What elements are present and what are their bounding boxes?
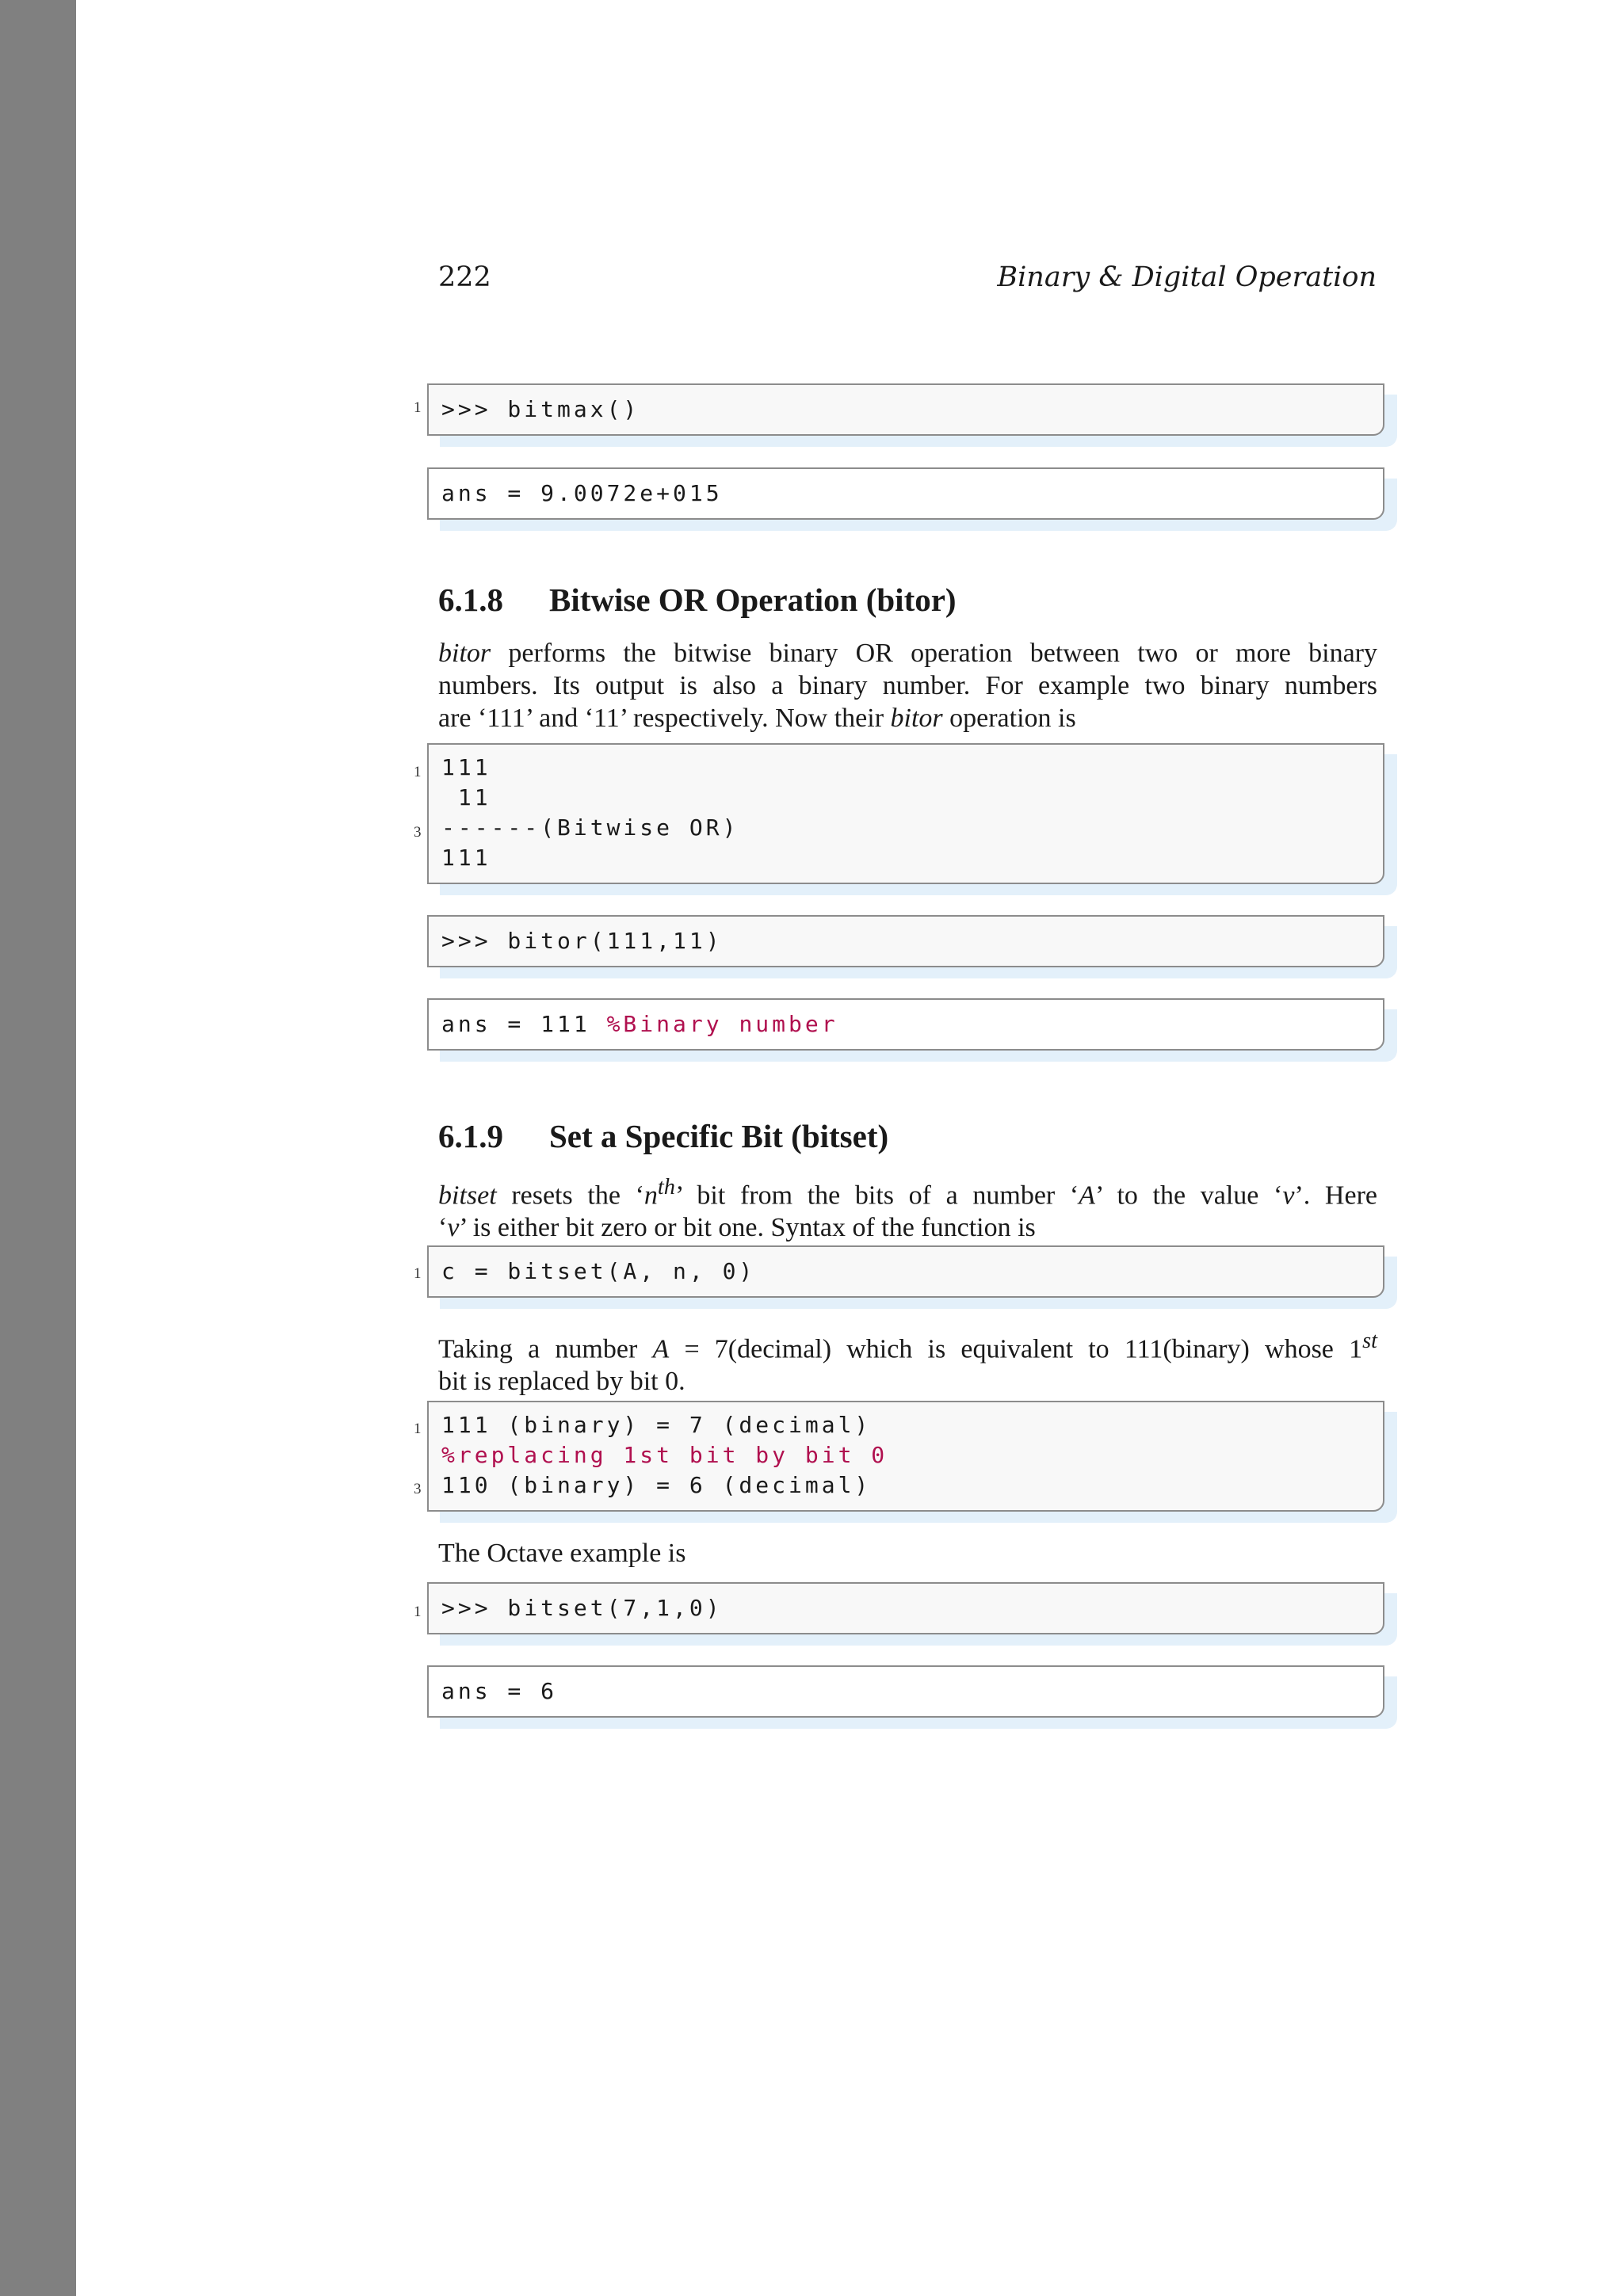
output-block-bitor [427, 998, 1384, 1051]
line-number: 1 [414, 1421, 422, 1437]
section-number: 6.1.8 [438, 582, 503, 618]
section-heading-6-1-8 [438, 581, 957, 619]
output-block-bitset [427, 1665, 1384, 1718]
text-run: Taking a number [438, 1334, 653, 1364]
line-number: 1 [414, 399, 422, 416]
code-line: 111 [441, 754, 491, 780]
text-run: = 7(decimal) which is equivalent to 111(binary) whose 1 [669, 1334, 1363, 1364]
paragraph-line [438, 637, 1377, 669]
code-block-bitset-syntax [427, 1245, 1384, 1298]
section-number: 6.1.9 [438, 1118, 503, 1154]
page-margin-bar [0, 0, 76, 2296]
line-number: 3 [414, 824, 422, 841]
math-var: v [1282, 1180, 1295, 1211]
line-number: 1 [414, 1604, 422, 1620]
code-line: ------(Bitwise OR) [441, 814, 739, 841]
output-block-bitmax [427, 467, 1384, 520]
italic-term: bitor [890, 704, 943, 733]
paragraph-line: bit is replaced by bit 0. [438, 1367, 685, 1397]
math-var: A [1079, 1180, 1095, 1211]
paragraph-taking [438, 1325, 1377, 1398]
line-number: 1 [414, 764, 422, 780]
code-block-bitset-listing [427, 1401, 1384, 1512]
code-line: ans = 9.0072e+015 [441, 480, 723, 506]
italic-term: bitset [438, 1180, 497, 1211]
text-run: performs the bitwise binary OR operation between two or more binary [491, 639, 1377, 668]
code-line: 111 [441, 845, 491, 871]
paragraph-line [438, 1325, 1377, 1365]
math-var: v [447, 1213, 460, 1243]
code-text: ans = 111 [441, 1011, 607, 1037]
superscript: th [657, 1175, 675, 1199]
paragraph-line: numbers. Its output is also a binary number. For example two binary numbers [438, 671, 1377, 700]
section-title: Set a Specific Bit (bitset) [549, 1118, 889, 1154]
code-block-bitset-cmd [427, 1582, 1384, 1634]
code-line: 111 (binary) = 7 (decimal) [441, 1412, 872, 1438]
text-run: ’ to the value ‘ [1095, 1180, 1283, 1211]
text-run: ’. Here [1294, 1180, 1377, 1211]
paragraph-octave [438, 1537, 1377, 1569]
code-line: ans = 6 [441, 1678, 558, 1704]
page-number: 222 [438, 261, 491, 293]
paragraph-line [438, 1171, 1377, 1211]
running-head: Binary & Digital Operation [997, 261, 1377, 293]
code-comment: %Binary number [606, 1011, 838, 1037]
text-run: ’ bit from the bits of a number ‘ [674, 1180, 1079, 1211]
superscript: st [1362, 1329, 1377, 1353]
text-run: operation is [942, 704, 1076, 733]
code-line: >>> bitset(7,1,0) [441, 1595, 723, 1621]
code-line: 11 [441, 784, 491, 810]
text-run: are ‘111’ and ‘11’ respectively. Now their [438, 704, 891, 733]
code-line: c = bitset(A, n, 0) [441, 1258, 756, 1284]
code-block-bitor-listing [427, 743, 1384, 884]
text-run: resets the ‘ [496, 1180, 644, 1211]
paragraph-line: The Octave example is [438, 1539, 686, 1568]
text-run: ‘ [438, 1213, 448, 1243]
section-title: Bitwise OR Operation (bitor) [549, 582, 957, 618]
code-block-bitmax [427, 383, 1384, 436]
line-number: 3 [414, 1481, 422, 1497]
paragraph-line [438, 1211, 1377, 1244]
code-line: 110 (binary) = 6 (decimal) [441, 1472, 872, 1498]
code-line: >>> bitor(111,11) [441, 928, 723, 954]
code-line: >>> bitmax() [441, 396, 640, 422]
code-block-bitor-cmd [427, 915, 1384, 967]
math-var: n [643, 1180, 658, 1211]
paragraph-line [438, 702, 1377, 734]
code-line [441, 1011, 838, 1037]
line-number: 1 [414, 1265, 422, 1282]
paragraph-bitset [438, 1171, 1377, 1244]
code-comment: %replacing 1st bit by bit 0 [441, 1442, 888, 1468]
math-var: A [652, 1334, 670, 1364]
paragraph-bitor [438, 637, 1377, 734]
text-run: ’ is either bit zero or bit one. Syntax of the function is [459, 1213, 1036, 1243]
italic-term: bitor [438, 639, 491, 668]
section-heading-6-1-9 [438, 1117, 888, 1155]
